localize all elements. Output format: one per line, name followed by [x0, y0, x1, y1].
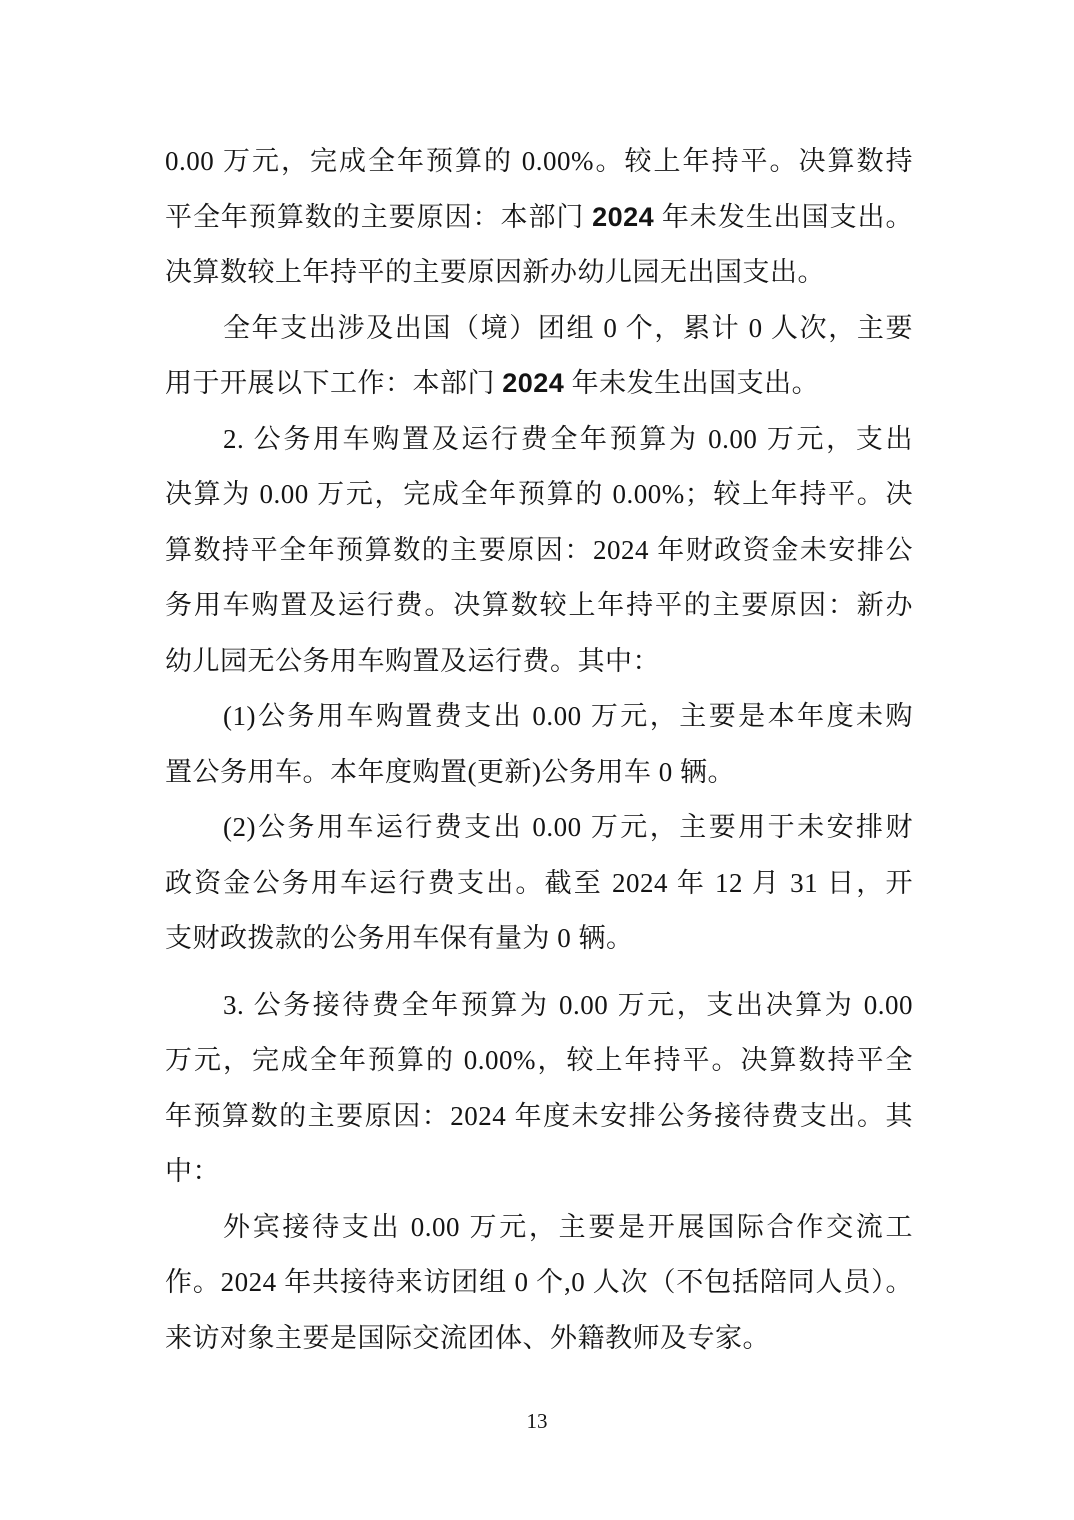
text-segment: 来访对象主要是国际交流团体、外籍教师及专家。 — [165, 1322, 770, 1353]
text-line — [165, 1089, 913, 1145]
text-line — [165, 689, 913, 745]
text-line — [165, 1311, 913, 1367]
text-segment: 0.00 万元，完成全年预算的 0.00%。较上年持平。决算数持 — [165, 146, 913, 176]
text-segment: 年预算数的主要原因：2024 年度未安排公务接待费支出。其 — [165, 1100, 913, 1131]
text-line — [165, 134, 913, 190]
text-line — [165, 578, 913, 634]
text-segment: 3. 公务接待费全年预算为 0.00 万元，支出决算为 0.00 — [223, 989, 913, 1020]
bold-year-text: 2024 — [502, 368, 565, 398]
page-number: 13 — [526, 1409, 548, 1433]
text-segment: 决算数较上年持平的主要原因新办幼儿园无出国支出。 — [165, 257, 825, 287]
text-segment: (2)公务用车运行费支出 0.00 万元，主要用于未安排财 — [223, 812, 913, 842]
text-segment: 平全年预算数的主要原因：本部门 — [165, 201, 593, 232]
text-line — [165, 1255, 913, 1311]
text-segment: 务用车购置及运行费。决算数较上年持平的主要原因：新办 — [165, 590, 913, 620]
text-line — [165, 412, 913, 468]
text-line — [165, 190, 913, 246]
text-segment: 年未发生出国支出。 — [564, 368, 820, 398]
bold-year-text: 2024 — [592, 201, 655, 232]
text-segment: 用于开展以下工作：本部门 — [165, 368, 503, 398]
document-body — [165, 134, 913, 1366]
text-line — [165, 1144, 913, 1200]
text-line — [165, 856, 913, 912]
text-segment: 外宾接待支出 0.00 万元，主要是开展国际合作交流工 — [223, 1211, 913, 1242]
text-line — [165, 301, 913, 357]
text-segment: 作。2024 年共接待来访团组 0 个,0 人次（不包括陪同人员）。 — [165, 1267, 913, 1297]
text-line — [165, 467, 913, 523]
text-segment: 中： — [165, 1156, 220, 1186]
text-segment: 全年支出涉及出国（境）团组 0 个，累计 0 人次，主要 — [223, 312, 913, 343]
text-line — [165, 745, 913, 801]
text-segment: 政资金公务用车运行费支出。截至 2024 年 12 月 31 日，开 — [165, 867, 913, 898]
text-segment: 幼儿园无公务用车购置及运行费。其中： — [165, 645, 660, 676]
text-segment: 算数持平全年预算数的主要原因：2024 年财政资金未安排公 — [165, 534, 913, 565]
text-line — [165, 1033, 913, 1089]
text-line — [165, 523, 913, 579]
text-line — [165, 978, 913, 1034]
text-line — [165, 1200, 913, 1256]
text-line — [165, 800, 913, 856]
text-segment: (1)公务用车购置费支出 0.00 万元，主要是本年度未购 — [223, 701, 913, 731]
text-segment: 年未发生出国支出。 — [654, 201, 913, 232]
text-segment: 2. 公务用车购置及运行费全年预算为 0.00 万元，支出 — [223, 423, 913, 454]
text-line — [165, 911, 913, 967]
text-segment: 置公务用车。本年度购置(更新)公务用车 0 辆。 — [165, 756, 735, 787]
text-line — [165, 356, 913, 412]
text-line — [165, 634, 913, 690]
text-line — [165, 245, 913, 301]
text-segment: 决算为 0.00 万元，完成全年预算的 0.00%；较上年持平。决 — [165, 479, 913, 509]
text-segment: 支财政拨款的公务用车保有量为 0 辆。 — [165, 923, 634, 953]
text-segment: 万元，完成全年预算的 0.00%，较上年持平。决算数持平全 — [165, 1045, 913, 1075]
